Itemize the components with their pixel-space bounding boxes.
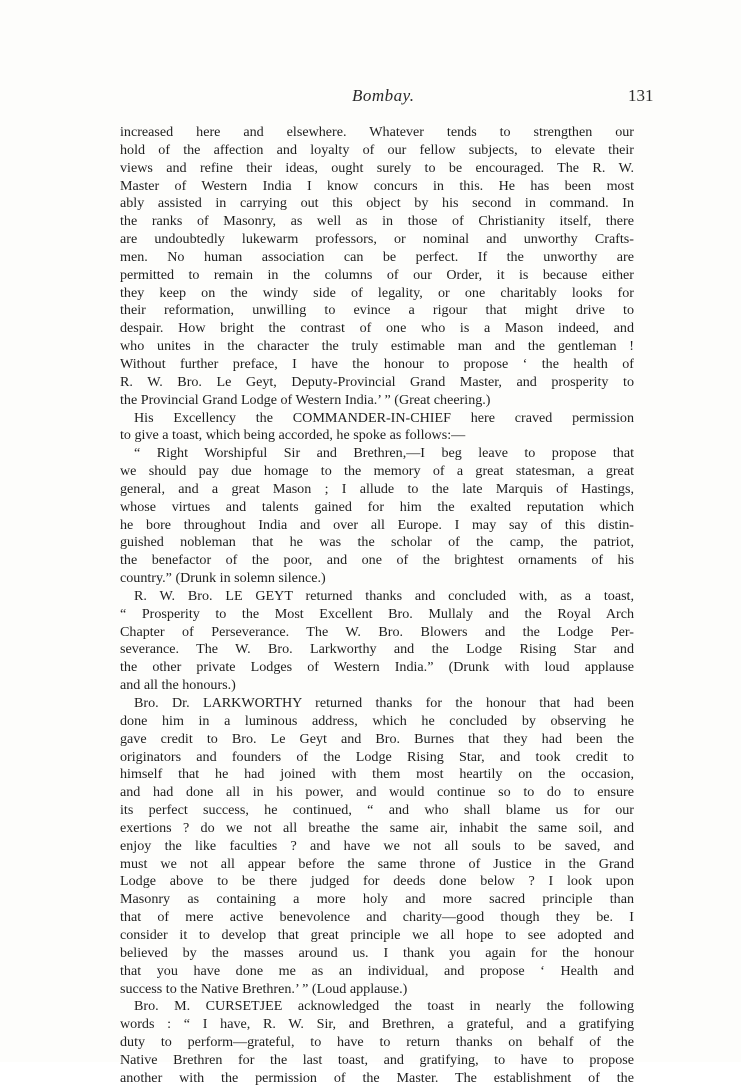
text-line: we should pay due homage to the memory of a great statesman, a great bbox=[120, 463, 634, 480]
text-line: exertions ? do we not all breathe the same air, inhabit the same soil, and bbox=[120, 819, 634, 836]
text-line: enjoy the like faculties ? and have we not all souls to be saved, and bbox=[120, 837, 634, 854]
page-number: 131 bbox=[628, 86, 654, 105]
text-line: gave credit to Bro. Le Geyt and Bro. Burnes that they had been the bbox=[120, 730, 634, 747]
text-line: guished nobleman that he was the scholar of the camp, the patriot, bbox=[120, 534, 634, 551]
text-line: himself that he had joined with them most heartily on the occasion, bbox=[120, 766, 634, 783]
text-line: the ranks of Masonry, as well as in those of Christianity itself, there bbox=[120, 213, 634, 230]
text-line: that you have done me as an individual, and propose ‘ Health and bbox=[120, 962, 634, 979]
text-line: that of mere active benevolence and charity—good though they be. I bbox=[120, 909, 634, 926]
text-line: “ Right Worshipful Sir and Brethren,—I beg leave to propose that bbox=[134, 445, 634, 462]
text-line: Lodge above to be there judged for deeds done below ? I look upon bbox=[120, 873, 634, 890]
text-line: ably assisted in carrying out this object by his second in command. In bbox=[120, 195, 634, 212]
text-line: increased here and elsewhere. Whatever tends to strengthen our bbox=[120, 124, 634, 140]
body-text bbox=[120, 124, 634, 1088]
text-line: and all the honours.) bbox=[120, 677, 236, 694]
text-line: whose virtues and talents gained for him the exalted reputation which bbox=[120, 498, 634, 515]
text-line: success to the Native Brethren.’ ” (Loud applause.) bbox=[120, 980, 408, 997]
text-line: must we not all appear before the same throne of Justice in the Grand bbox=[120, 855, 634, 872]
text-line: country.” (Drunk in solemn silence.) bbox=[120, 570, 326, 587]
text-line: R. W. Bro. LE GEYT returned thanks and concluded with, as a toast, bbox=[134, 587, 634, 604]
text-line: “ Prosperity to the Most Excellent Bro. Mullaly and the Royal Arch bbox=[120, 605, 634, 622]
text-line: Chapter of Perseverance. The W. Bro. Blowers and the Lodge Per- bbox=[120, 623, 634, 640]
text-line: words : “ I have, R. W. Sir, and Brethren, a grateful, and a gratifying bbox=[120, 1016, 634, 1033]
text-line: the Provincial Grand Lodge of Western India.’ ” (Great cheering.) bbox=[120, 391, 491, 408]
text-line: originators and founders of the Lodge Rising Star, and took credit to bbox=[120, 748, 634, 765]
text-line: Master of Western India I know concurs in this. He has been most bbox=[120, 177, 634, 194]
text-line: are undoubtedly lukewarm professors, or nominal and unworthy Crafts- bbox=[120, 231, 634, 248]
text-line: men. No human association can be perfect. If the unworthy are bbox=[120, 248, 634, 265]
text-line: another with the permission of the Master. The establishment of the bbox=[120, 1069, 634, 1086]
text-line: they keep on the windy side of legality, or one charitably looks for bbox=[120, 284, 634, 301]
running-head: Bombay. bbox=[352, 86, 415, 105]
text-line: severance. The W. Bro. Larkworthy and the Lodge Rising Star and bbox=[120, 641, 634, 658]
text-line: consider it to develop that great principle we all hope to see adopted and bbox=[120, 926, 634, 943]
text-line: Native Brethren for the last toast, and gratifying, to have to propose bbox=[120, 1051, 634, 1068]
text-line: the benefactor of the poor, and one of the brightest ornaments of his bbox=[120, 552, 634, 569]
text-line: the other private Lodges of Western India.” (Drunk with loud applause bbox=[120, 659, 634, 676]
text-line: Without further preface, I have the honour to propose ‘ the health of bbox=[120, 355, 634, 372]
text-line: its perfect success, he continued, “ and who shall blame us for our bbox=[120, 802, 634, 819]
text-line: who unites in the character the truly estimable man and the gentleman ! bbox=[120, 338, 634, 355]
text-line: done him in a luminous address, which he concluded by observing he bbox=[120, 712, 634, 729]
text-line: he bore throughout India and over all Europe. I may say of this distin- bbox=[120, 516, 634, 533]
text-line: permitted to remain in the columns of our Order, it is because either bbox=[120, 266, 634, 283]
text-line: despair. How bright the contrast of one who is a Mason indeed, and bbox=[120, 320, 634, 337]
text-line: R. W. Bro. Le Geyt, Deputy-Provincial Grand Master, and prosperity to bbox=[120, 373, 634, 390]
text-line: believed by the masses around us. I thank you again for the honour bbox=[120, 944, 634, 961]
text-line: hold of the affection and loyalty of our fellow subjects, to elevate their bbox=[120, 141, 634, 158]
text-line: views and refine their ideas, ought surely to be encouraged. The R. W. bbox=[120, 159, 634, 176]
text-line: Bro. M. CURSETJEE acknowledged the toast in nearly the following bbox=[134, 998, 634, 1015]
text-line: Masonry as containing a more holy and more sacred principle than bbox=[120, 891, 634, 908]
text-line: and had done all in his power, and would continue so to do to ensure bbox=[120, 784, 634, 801]
text-line: His Excellency the COMMANDER-IN-CHIEF here craved permission bbox=[134, 409, 634, 426]
text-line: general, and a great Mason ; I allude to the late Marquis of Hastings, bbox=[120, 480, 634, 497]
text-line: to give a toast, which being accorded, he spoke as follows:— bbox=[120, 427, 466, 444]
text-line: Bro. Dr. LARKWORTHY returned thanks for the honour that had been bbox=[134, 695, 634, 711]
text-line: their reformation, unwilling to evince a rigour that might drive to bbox=[120, 302, 634, 319]
text-line: duty to perform—grateful, to have to return thanks on behalf of the bbox=[120, 1034, 634, 1051]
